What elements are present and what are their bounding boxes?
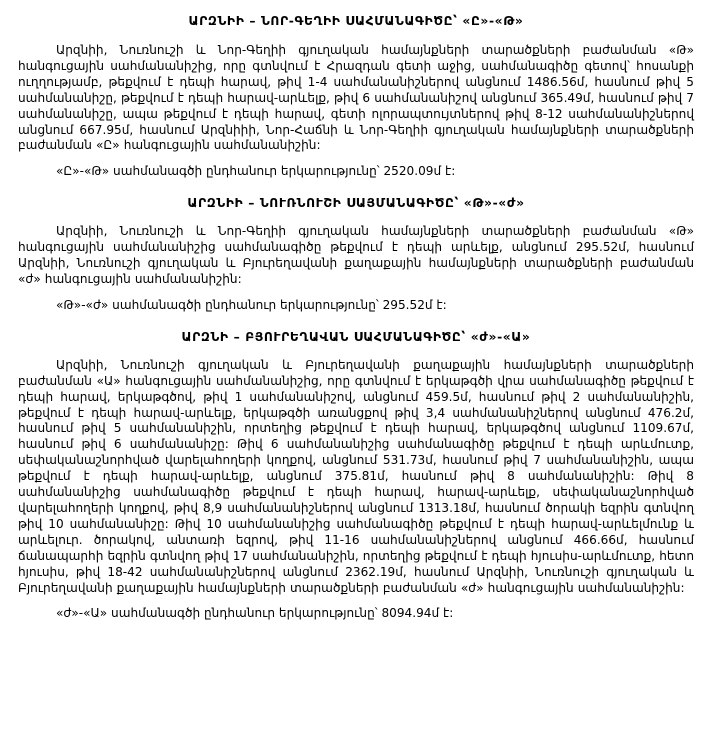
- section-title-1: ԱՐԶՆԻԻ – ՆՈՐ-ԳԵՂԻԻ ՍԱՀՄԱՆԱԳԻԾԸ՝ «Ը»-«Թ»: [188, 14, 524, 28]
- section-title-2: ԱՐԶՆԻԻ – ՆՈՒՌՆՈՒՇԻ ՍԱՅՄԱՆԱԳԻԾԸ՝ «Թ»-«ժ»: [187, 196, 525, 211]
- section-body-2: Արզնիի, Նուռնուշի և Նոր-Գեղիի գյուղական համայնքների տարածքների բաժանման «Թ» հանգուցային սահմանանիշից սահմանագիծը թեքվում է դեպի արևելք, անցնում 295.52մ, հասնում Արզնիի, Նուռնուշի գյուղական և Բյուրեղավանի քաղաքային համայնքների տարածքների բաժանման «ժ» հանգուցային սահմանանիշին:: [18, 224, 694, 286]
- section-body-1: Արզնիի, Նուռնուշի և Նոր-Գեղիի գյուղական համայնքների տարածքների բաժանման «Թ» հանգուցային սահմանանիշից, որը գտնվում է Հրազդան գետի աջից, սահմանագիծը գետով՝ հոսանքի ուղղությամբ, թեքվում է դեպի հարավ, թիվ 1-4 սահմանանիշներով անցնում 1486.56մ, հասնում թիվ 5 սահմանանիշը, թեքվում է դեպի հարավ-արևելք, թիվ 6 սահմանանիշով անցնում 365.49մ, հասնում թիվ 7 սահմանանիշը, ապա թեքվում է դեպի հարավ, գետի ոլորապտույտներով թիվ 8-12 սահմանանիշներով անցնում 667.95մ, հասնում Արզնիիի, Նոր-Հաճնի և Նոր-Գեղիի գյուղական համայնքների տարածքների բաժանման «Ը» հանգուցային սահմանանիշին:: [18, 42, 694, 153]
- section-summary-2: «Թ»-«ժ» սահմանագծի ընդհանուր երկարությունը՝ 295.52մ է:: [56, 297, 447, 312]
- section-summary-1: «Ը»-«Թ» սահմանագծի ընդհանուր երկարությունը՝ 2520.09մ է:: [56, 164, 456, 179]
- section-body-3: Արզնիի, Նուռնուշի գյուղական և Բյուրեղավանի քաղաքային համայնքների տարածքների բաժանման «Ա» հանգուցային սահմանանիշից, որը գտնվում է երկաթգծի վրա սահմանագիծը թեքվում է դեպի հարավ, երկաթգծով, թիվ 1 սահմանանիշով, անցնում 459.5մ, հասնում թիվ 2 սահմանանիշին, թեքվում է դեպի հարավ-արևելք, երկաթգծի առանցքով թիվ 3,4 սահմանանիշներով անցնում 476.2մ, հասնում թիվ 5 սահմանանիշին, որտեղից թեքվում է դեպի հարավ, երկաթգծով անցնում 1109.67մ, հասնում թիվ 6 սահմանանիշը: Թիվ 6 սահմանանիշից սահմանագիծը թեքվում է դեպի արևմուտք, սեփականաշնորհված վարելահողերի կողքով, անցնում 531.73մ, հասնում թիվ 7 սահմանանիշին, ապա թեքվում է դեպի հարավ-արևելք, անցնում 375.81մ, հասնում թիվ 8 սահմանանիշին: Թիվ 8 սահմանանիշից սահմանագիծը թեքվում է դեպի հարավ, հարավ-արևելք, սեփականաշնորհված վարելահողերի կողքով, թիվ 8,9 սահմանանիշներով անցնում 1313.18մ, հասնում ծորակի եզրին գտնվող թիվ 10 սահմանանիշը: Թիվ 10 սահմանանիշից սահմանագիծը թեքվում է դեպի հարավ-արևելմունք և արևելուր. ծորակով, անտառի եզրով, թիվ 11-16 սահմանանիշներով անցնում 466.66մ, հասնում ճանապարհի եզրին գտնվող թիվ 17 սահմանանիշին, որտեղից թեքվում է դեպի հյուսիս-արևմուտք, հետո հյուսիս, թիվ 18-42 սահմանանիշներով անցնում 2362.19մ, հասնում Արզնիի, Նուռնուշի գյուղական և Բյուրեղավանի քաղաքային համայնքների տարածքների բաժանման «ժ» հանգուցային սահմանանիշին:: [18, 357, 694, 595]
- section-summary-3: «ժ»-«Ա» սահմանագծի ընդհանուր երկարությունը՝ 8094.94մ է:: [56, 605, 454, 620]
- section-title-3: ԱՐԶՆԻ – ԲՅՈՒՐԵՂԱՎԱՆ ՍԱՀՄԱՆԱԳԻԾԸ՝ «ժ»-«Ա»: [181, 329, 531, 344]
